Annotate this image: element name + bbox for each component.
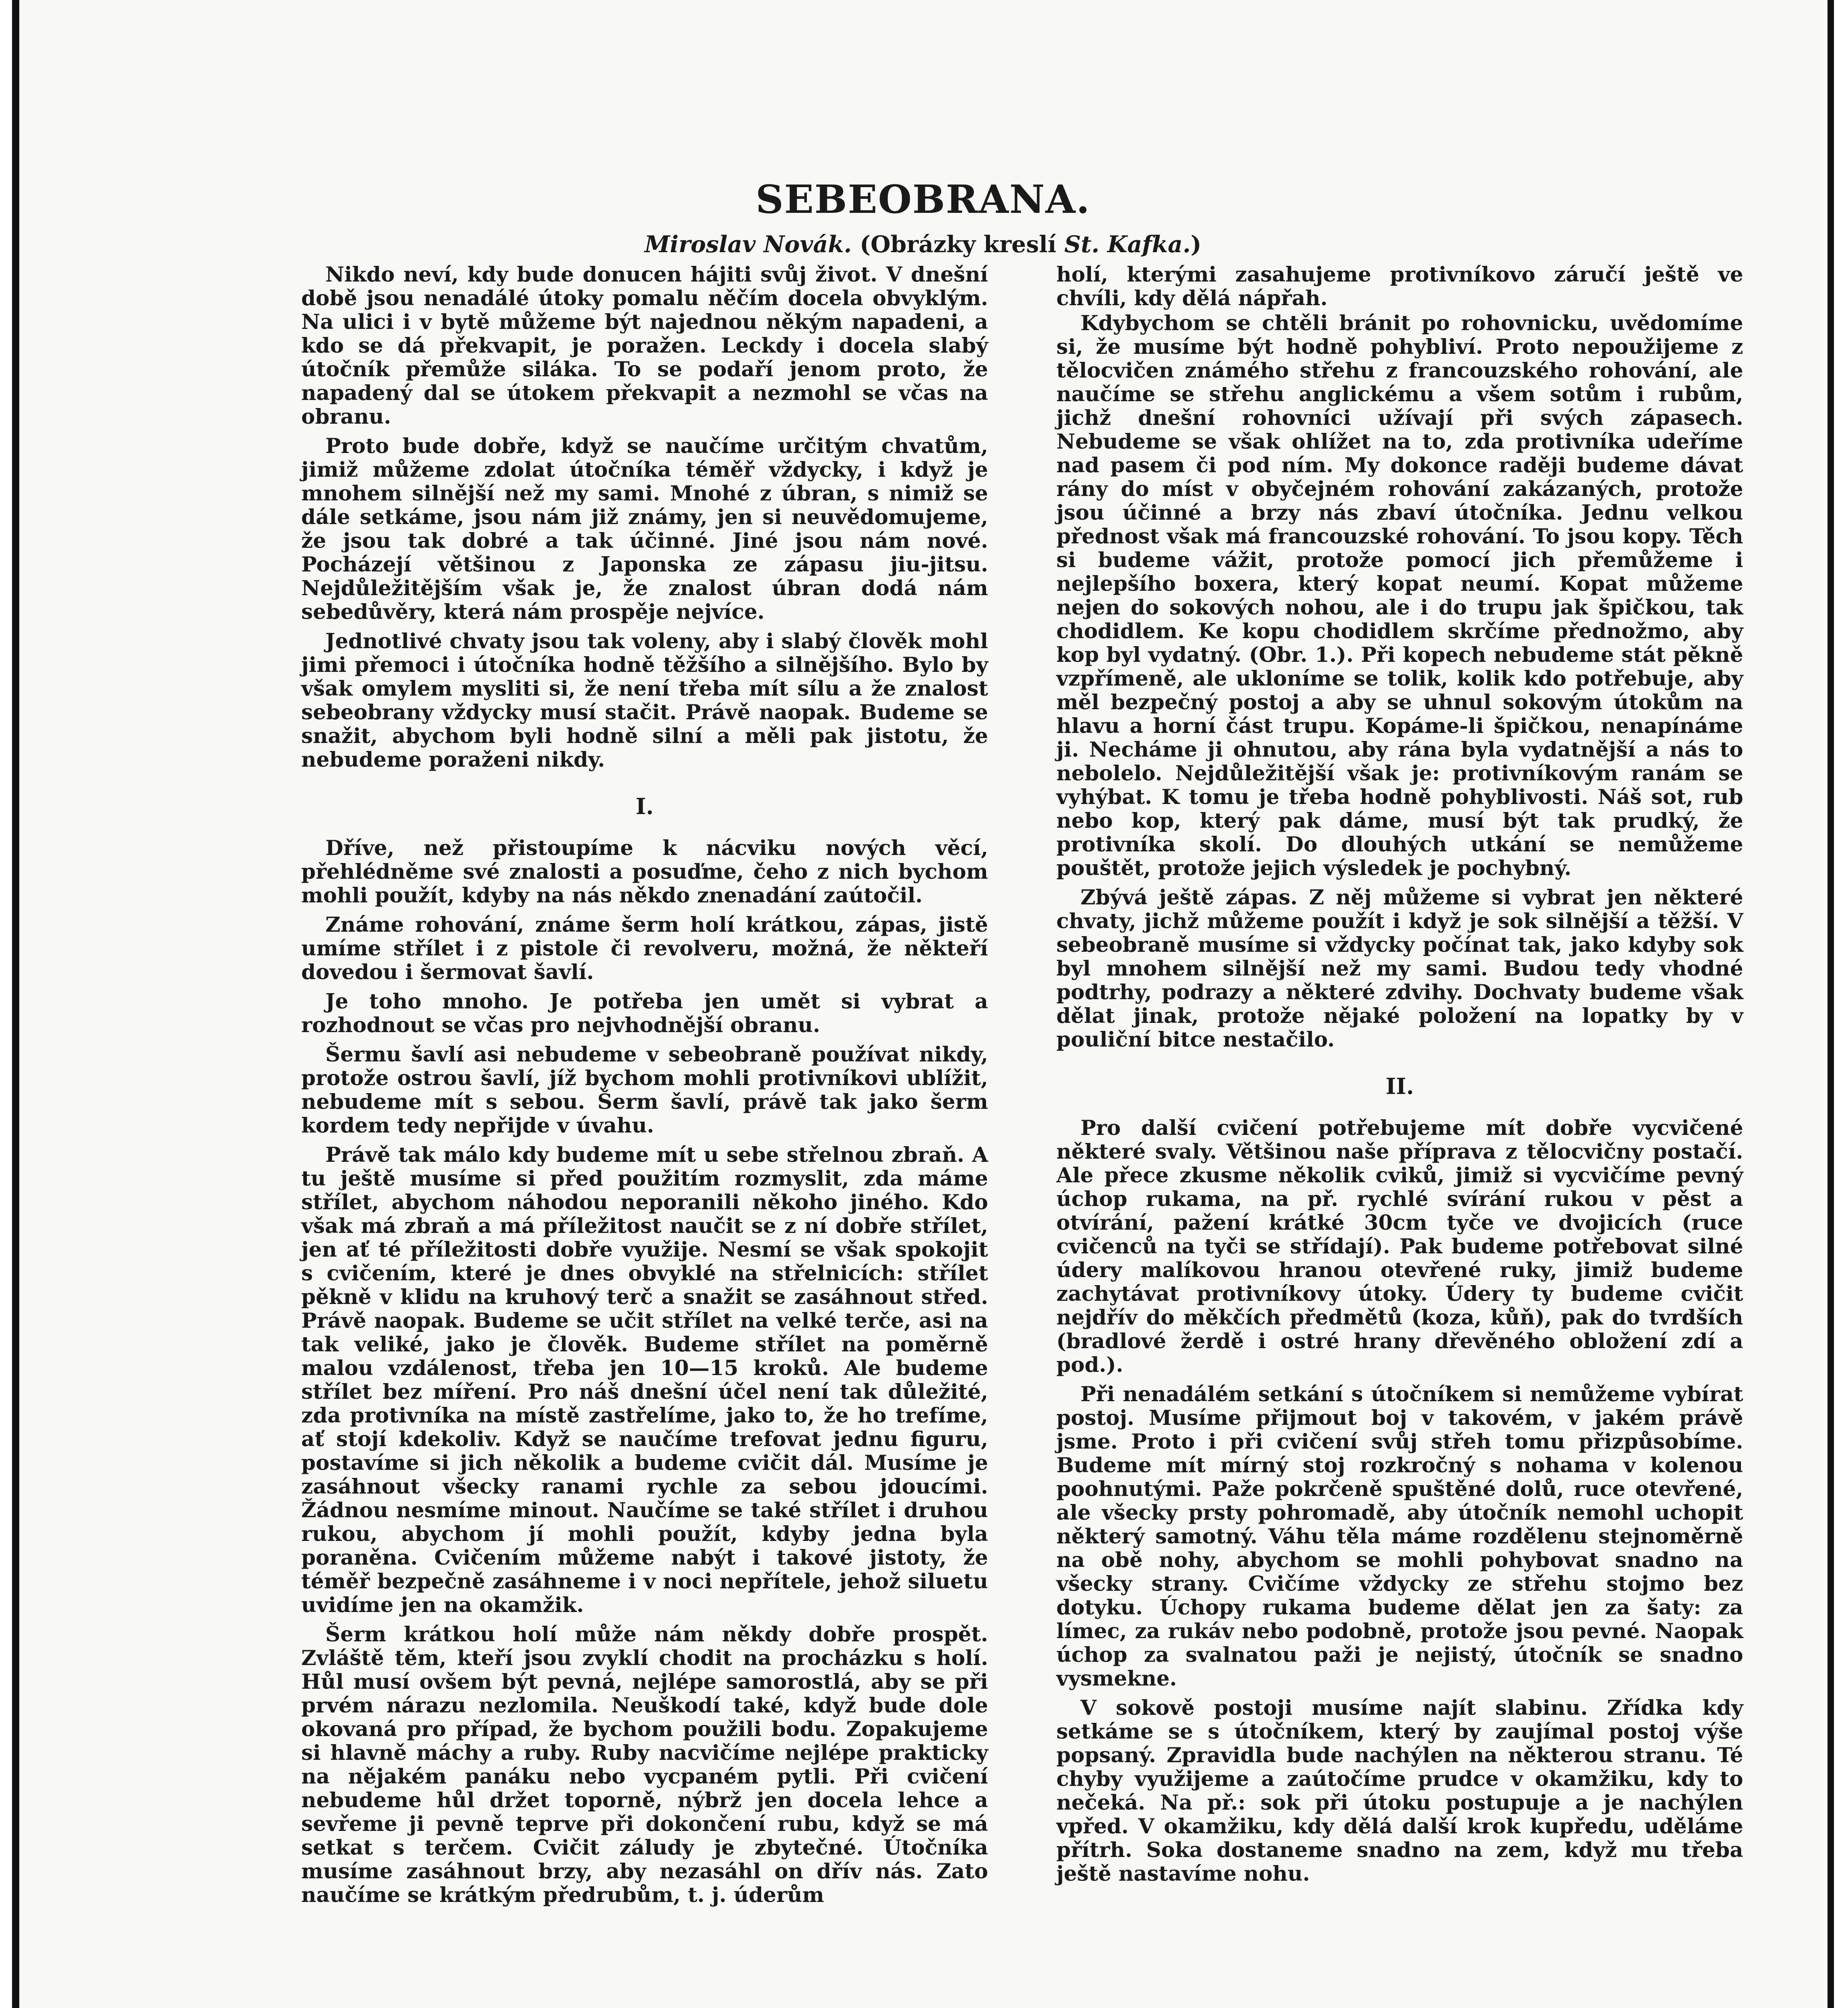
- paragraph: Proto bude dobře, když se naučíme určitým chvatům, jimiž můžeme zdolat útočníka téměř vždycky, i když je mnohem silnější než my sami. Mnohé z úbran, s nimiž se dále setkáme, jsou nám již známy, jen si neuvědomujeme, že jsou tak dobré a tak účinné. Jiné jsou nám nové. Pocházejí většinou z Japonska ze zápasu jiu-jitsu. Nejdůležitějším však je, že znalost úbran dodá nám sebedůvěry, která nám prospěje nejvíce.: [301, 434, 988, 624]
- paragraph: Při nenadálém setkání s útočníkem si nemůžeme vybírat postoj. Musíme přijmout boj v takovém, v jakém právě jsme. Proto i při cvičení svůj střeh tomu přizpůsobíme. Budeme mít mírný stoj rozkročný s nohama v kolenou poohnutými. Paže pokrčeně spuštěné dolů, ruce otevřené, ale všecky prsty pohromadě, aby útočník nemohl uchopit některý samotný. Váhu těla máme rozdělenu stejnoměrně na obě nohy, abychom se mohli pohybovat snadno na všecky strany. Cvičíme vždycky ze střehu stojmo bez dotyku. Úchopy rukama budeme dělat jen za šaty: za límec, za rukáv nebo podobně, protože jsou pevné. Naopak úchop za svalnatou paži je nejistý, útočník se snadno vysmekne.: [1056, 1382, 1743, 1691]
- scan-border-left: [12, 0, 19, 2008]
- paragraph: V sokově postoji musíme najít slabinu. Zřídka kdy setkáme se s útočníkem, který by zaujímal postoj výše popsaný. Zpravidla bude nachýlen na některou stranu. Té chyby využijeme a zaútočíme prudce v okamžiku, kdy to nečeká. Na př.: sok při útoku postupuje a je nachýlen vpřed. V okamžiku, kdy dělá další krok kupředu, uděláme přítrh. Soka dostaneme snadno na zem, když mu třeba ještě nastavíme nohu.: [1056, 1696, 1743, 1886]
- paragraph: Je toho mnoho. Je potřeba jen umět si vybrat a rozhodnout se včas pro nejvhodnější obranu.: [301, 990, 988, 1037]
- illustrations-suffix: ): [1190, 231, 1202, 258]
- illustrator-name: St. Kafka.: [1064, 231, 1191, 258]
- paragraph: Kdybychom se chtěli bránit po rohovnicku, uvědomíme si, že musíme být hodně pohybliví. Proto nepoužijeme z tělocvičen známého střehu z francouzského rohování, ale naučíme se střehu anglickému a všem sotům i rubům, jichž dnešní rohovníci užívají při svých zápasech. Nebudeme se však ohlížet na to, zda protivníka udeříme nad pasem či pod ním. My dokonce raději budeme dávat rány do míst v obyčejném rohování zakázaných, protože jsou účinné a brzy nás zbaví útočníka. Jednu velkou přednost však má francouzské rohování. To jsou kopy. Těch si budeme vážit, protože pomocí jich přemůžeme i nejlepšího boxera, který kopat neumí. Kopat můžeme nejen do sokových nohou, ale i do trupu jak špičkou, tak chodidlem. Ke kopu chodidlem skrčíme přednožmo, aby kop byl vydatný. (Obr. 1.). Při kopech nebudeme stát pěkně vzpřímeně, ale ukloníme se tolik, kolik kdo potřebuje, aby měl bezpečný postoj a aby se uhnul sokovým útokům na hlavu a horní část trupu. Kopáme-li špičkou, nenapínáme ji. Necháme ji ohnutou, aby rána byla vydatnější a nás to nebolelo. Nejdůležitější však je: protivníkovým ranám se vyhýbat. K tomu je třeba hodně pohyblivosti. Náš sot, rub nebo kop, který pak dáme, musí být tak prudký, že protivníka skolí. Do dlouhých utkání se nemůžeme pouštět, protože jejich výsledek je pochybný.: [1056, 311, 1743, 880]
- scan-border-right: [1828, 0, 1834, 2008]
- article-byline: [12, 231, 1834, 258]
- author-name: Miroslav Novák.: [644, 231, 852, 258]
- paragraph: Známe rohování, známe šerm holí krátkou, zápas, jistě umíme střílet i z pistole či revolveru, možná, že někteří dovedou i šermovat šavlí.: [301, 913, 988, 984]
- paragraph: Nikdo neví, kdy bude donucen hájiti svůj život. V dnešní době jsou nenadálé útoky pomalu něčím docela obvyklým. Na ulici i v bytě můžeme být najednou někým napadeni, a kdo se dá překvapit, je poražen. Leckdy i docela slabý útočník přemůže siláka. To se podaří jenom proto, že napadený dal se útokem překvapit a nezmohl se včas na obranu.: [301, 263, 988, 429]
- section-heading-2: II.: [1385, 1073, 1414, 1099]
- paragraph: Právě tak málo kdy budeme mít u sebe střelnou zbraň. A tu ještě musíme si před použitím rozmyslit, zda máme střílet, abychom náhodou neporanili někoho jiného. Kdo však má zbraň a má příležitost naučit se z ní dobře střílet, jen ať té příležitosti dobře využije. Nesmí se však spokojit s cvičením, které je dnes obvyklé na střelnicích: střílet pěkně v klidu na kruhový terč a snažit se zasáhnout střed. Právě naopak. Budeme se učit střílet na velké terče, asi na tak veliké, jako je člověk. Budeme střílet na poměrně malou vzdálenost, třeba jen 10—15 kroků. Ale budeme střílet bez míření. Pro náš dnešní účel není tak důležité, zda protivníka na místě zastřelíme, jako to, že ho trefíme, ať stojí kdekoliv. Když se naučíme trefovat jednu figuru, postavíme si jich několik a budeme cvičit dál. Musíme je zasáhnout všecky ranami rychle za sebou jdoucími. Žádnou nesmíme minout. Naučíme se také střílet i druhou rukou, abychom jí mohli použít, kdyby jedna byla poraněna. Cvičením můžeme nabýt i takové jistoty, že téměř bezpečně zasáhneme i v noci nepřítele, jehož siluetu uvidíme jen na okamžik.: [301, 1143, 988, 1617]
- magazine-page: [12, 0, 1834, 2008]
- paragraph-continued: holí, kterými zasahujeme protivníkovo záručí ještě ve chvíli, kdy dělá nápřah.: [1056, 263, 1743, 310]
- paragraph: Zbývá ještě zápas. Z něj můžeme si vybrat jen některé chvaty, jichž můžeme použít i když je sok silnější a těžší. V sebeobraně musíme si vždycky počínat tak, jako kdyby sok byl mnohem silnější než my sami. Budou tedy vhodné podtrhy, podrazy a některé zdvihy. Dochvaty budeme však dělat jinak, protože nějaké položení na lopatky by v pouliční bitce nestačilo.: [1056, 886, 1743, 1052]
- paragraph: Šermu šavlí asi nebudeme v sebeobraně používat nikdy, protože ostrou šavlí, jíž bychom mohli protivníkovi ublížit, nebudeme mít s sebou. Šerm šavlí, právě tak jako šerm kordem tedy nepřijde v úvahu.: [301, 1043, 988, 1138]
- section-heading-1: I.: [635, 793, 654, 819]
- left-column: [301, 263, 988, 1907]
- article-title: SEBEOBRANA.: [756, 177, 1090, 222]
- right-column: [1056, 263, 1743, 1886]
- paragraph: Šerm krátkou holí může nám někdy dobře prospět. Zvláště těm, kteří jsou zvyklí chodit na procházku s holí. Hůl musí ovšem být pevná, nejlépe samorostlá, aby se při prvém nárazu nezlomila. Neuškodí také, když bude dole okovaná pro případ, že bychom použili bodu. Zopakujeme si hlavně máchy a ruby. Ruby nacvičíme nejlépe prakticky na nějakém panáku nebo vycpaném pytli. Při cvičení nebudeme hůl držet toporně, nýbrž jen docela lehce a sevřeme ji pevně teprve při dokončení rubu, když se má setkat s terčem. Cvičit záludy je zbytečné. Útočníka musíme zasáhnout brzy, aby nezasáhl on dřív nás. Zato naučíme se krátkým předrubům, t. j. úderům: [301, 1622, 988, 1907]
- paragraph: Jednotlivé chvaty jsou tak voleny, aby i slabý člověk mohl jimi přemoci i útočníka hodně těžšího a silnějšího. Bylo by však omylem mysliti si, že není třeba mít sílu a že znalost sebeobrany vždycky musí stačit. Právě naopak. Budeme se snažit, abychom byli hodně silní a měli pak jistotu, že nebudeme poraženi nikdy.: [301, 629, 988, 772]
- scan-margin-right: [1834, 0, 1848, 2008]
- illustrations-prefix: (Obrázky kreslí: [860, 231, 1056, 258]
- paragraph: Pro další cvičení potřebujeme mít dobře vycvičené některé svaly. Většinou naše příprava z tělocvičny postačí. Ale přece zkusme několik cviků, jimiž si vycvičíme pevný úchop rukama, na př. rychlé svírání rukou v pěst a otvírání, pažení krátké 30cm tyče ve dvojicích (ruce cvičenců na tyči se střídají). Pak budeme potřebovat silné údery malíkovou hranou otevřené ruky, jimiž budeme zachytávat protivníkovy útoky. Údery ty budeme cvičit nejdřív do měkčích předmětů (koza, kůň), pak do tvrdších (bradlové žerdě i ostré hrany dřevěného obložení zdí a pod.).: [1056, 1116, 1743, 1377]
- paragraph: Dříve, než přistoupíme k nácviku nových věcí, přehlédněme své znalosti a posuďme, čeho z nich bychom mohli použít, kdyby na nás někdo znenadání zaútočil.: [301, 836, 988, 908]
